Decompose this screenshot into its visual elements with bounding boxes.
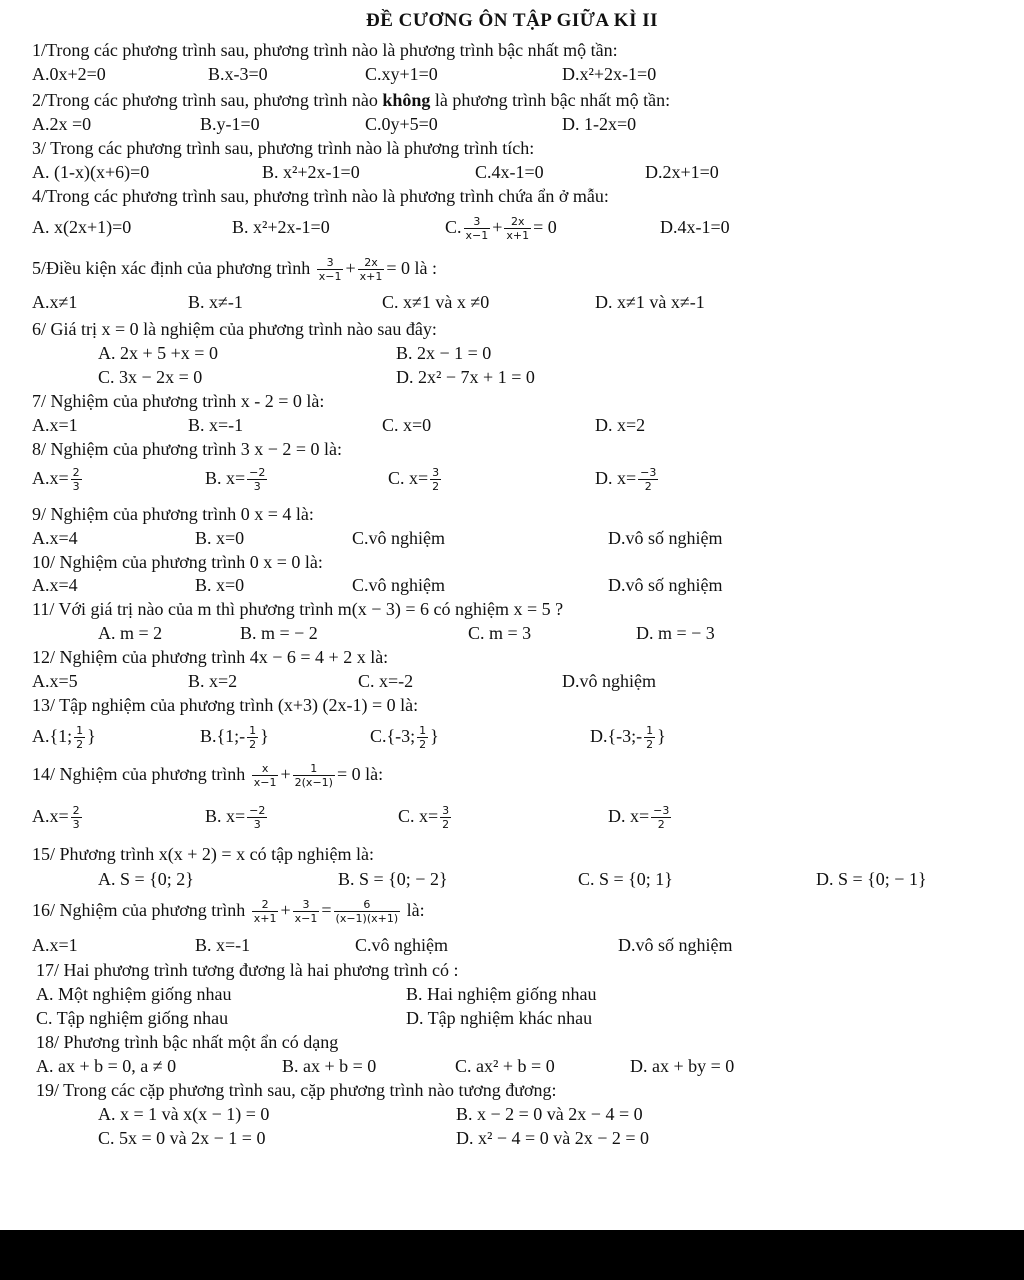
question-text: 4/Trong các phương trình sau, phương trình nào là phương trình chứa ẩn ở mẫu:	[32, 186, 609, 206]
option-a: A. (1-x)(x+6)=0	[32, 162, 150, 182]
fraction: $\frac{2}{3}$	[72, 466, 80, 494]
option-d: D.vô số nghiệm	[608, 528, 723, 548]
options-6-ab	[0, 341, 1024, 365]
fraction: $\frac{x}{x-1}$	[253, 762, 277, 790]
option-c: C. x=0	[382, 415, 432, 435]
option-b: B. x=-1	[195, 935, 251, 955]
question-17	[0, 958, 1024, 982]
options-19-cd	[0, 1126, 1024, 1150]
question-text: 5/Điều kiện xác định của phương trình $\frac{3}{x-1}$ + $\frac{2x}{x+1}$ = 0 là :	[32, 256, 437, 284]
fraction: $\frac{2}{x+1}$	[253, 898, 277, 926]
option-c: C.0y+5=0	[365, 114, 438, 134]
options-10	[0, 573, 1024, 597]
option-d: D.2x+1=0	[645, 162, 719, 182]
options-5	[0, 290, 1024, 314]
question-14	[0, 758, 1024, 790]
option-d: D.{-3;- $\frac{1}{2}$ }	[590, 724, 666, 752]
option-d: D. Tập nghiệm khác nhau	[406, 1008, 593, 1028]
option-b: B. ax + b = 0	[282, 1056, 377, 1076]
option-b: B. x= $\frac{-2}{3}$	[205, 466, 266, 494]
option-a: A.x=4	[32, 575, 78, 595]
bottom-black-bar	[0, 1230, 1024, 1280]
option-c: C. S = {0; 1}	[578, 869, 673, 889]
option-a: A. ax + b = 0, a ≠ 0	[36, 1056, 177, 1076]
option-a: A. x(2x+1)=0	[32, 217, 132, 237]
option-c: C. x≠1 và x ≠0	[382, 292, 490, 312]
fraction: $\frac{2x}{x+1}$	[506, 215, 530, 243]
option-b: B.x-3=0	[208, 64, 268, 84]
question-11	[0, 597, 1024, 621]
option-a: A.x=1	[32, 415, 78, 435]
option-c: C. 3x − 2x = 0	[98, 367, 203, 387]
option-c: C.vô nghiệm	[355, 935, 448, 955]
fraction: $\frac{1}{2}$	[249, 724, 257, 752]
question-text: 6/ Giá trị x = 0 là nghiệm của phương trình nào sau đây:	[32, 319, 437, 339]
options-16	[0, 933, 1024, 957]
question-text: 8/ Nghiệm của phương trình 3 x − 2 = 0 là:	[32, 439, 343, 459]
option-d: D.vô số nghiệm	[618, 935, 733, 955]
option-b: B. x=0	[195, 575, 245, 595]
options-7	[0, 413, 1024, 437]
option-a: A.x=4	[32, 528, 78, 548]
option-b: B. x= $\frac{-2}{3}$	[205, 804, 266, 832]
option-d: D. x= $\frac{-3}{2}$	[608, 804, 670, 832]
option-b: B.y-1=0	[200, 114, 260, 134]
fraction: $\frac{2}{3}$	[72, 804, 80, 832]
option-d: D. ax + by = 0	[630, 1056, 735, 1076]
fraction: $\frac{3}{x-1}$	[294, 898, 318, 926]
option-a: A.x= $\frac{2}{3}$	[32, 466, 80, 494]
option-a: A. S = {0; 2}	[98, 869, 194, 889]
fraction: $\frac{6}{(x-1)(x+1)}$	[335, 898, 399, 926]
option-b: B. x=0	[195, 528, 245, 548]
question-text: 15/ Phương trình x(x + 2) = x có tập nghiệm là:	[32, 844, 375, 864]
option-d: D. 2x² − 7x + 1 = 0	[396, 367, 535, 387]
option-d: D.4x-1=0	[660, 217, 730, 237]
option-b: B. x²+2x-1=0	[262, 162, 360, 182]
fraction: $\frac{3}{2}$	[432, 466, 440, 494]
fraction: $\frac{-2}{3}$	[249, 466, 266, 494]
option-d: D. 1-2x=0	[562, 114, 637, 134]
options-2	[0, 112, 1024, 136]
options-6-cd	[0, 365, 1024, 389]
option-d: D. x=2	[595, 415, 646, 435]
option-a: A.2x =0	[32, 114, 92, 134]
option-c: C. x= $\frac{3}{2}$	[398, 804, 450, 832]
option-a: A.x= $\frac{2}{3}$	[32, 804, 80, 832]
question-text: 14/ Nghiệm của phương trình $\frac{x}{x-1}$ + $\frac{1}{2(x-1)}$ = 0 là:	[32, 762, 384, 790]
option-d: D.vô nghiệm	[562, 671, 656, 691]
option-b: B. x=-1	[188, 415, 244, 435]
options-19-ab	[0, 1102, 1024, 1126]
option-c: C.xy+1=0	[365, 64, 438, 84]
options-18	[0, 1054, 1024, 1078]
option-a: A. 2x + 5 +x = 0	[98, 343, 218, 363]
question-9	[0, 502, 1024, 526]
question-5	[0, 252, 1024, 284]
question-1	[0, 38, 1024, 62]
fraction: $\frac{2x}{x+1}$	[359, 256, 383, 284]
option-c: C. $\frac{3}{x-1}$ + $\frac{2x}{x+1}$ = 0	[445, 215, 557, 243]
options-4	[0, 212, 1024, 242]
question-text: 9/ Nghiệm của phương trình 0 x = 4 là:	[32, 504, 314, 524]
question-18	[0, 1030, 1024, 1054]
option-c: C.4x-1=0	[475, 162, 544, 182]
option-c: C.vô nghiệm	[352, 528, 445, 548]
question-text: 19/ Trong các cặp phương trình sau, cặp phương trình nào tương đương:	[36, 1080, 557, 1100]
option-b: B. S = {0; − 2}	[338, 869, 448, 889]
fraction: $\frac{1}{2}$	[419, 724, 427, 752]
option-b: B. x²+2x-1=0	[232, 217, 330, 237]
option-a: A. Một nghiệm giống nhau	[36, 984, 232, 1004]
question-text: 17/ Hai phương trình tương đương là hai phương trình có :	[36, 960, 459, 980]
question-6	[0, 317, 1024, 341]
question-15	[0, 842, 1024, 866]
question-text: 12/ Nghiệm của phương trình 4x − 6 = 4 + 2 x là:	[32, 647, 389, 667]
question-text: 18/ Phương trình bậc nhất một ẩn có dạng	[36, 1032, 339, 1052]
options-17-ab	[0, 982, 1024, 1006]
options-3	[0, 160, 1024, 184]
option-a: A.x≠1	[32, 292, 78, 312]
question-text: 3/ Trong các phương trình sau, phương trình nào là phương trình tích:	[32, 138, 535, 158]
options-8	[0, 462, 1024, 494]
question-4	[0, 184, 1024, 208]
option-d: D. x≠1 và x≠-1	[595, 292, 705, 312]
fraction: $\frac{-3}{2}$	[640, 466, 657, 494]
fraction: $\frac{1}{2}$	[76, 724, 84, 752]
option-a: A. m = 2	[98, 623, 163, 643]
question-2	[0, 88, 1024, 112]
options-14	[0, 800, 1024, 832]
option-d: D. x² − 4 = 0 và 2x − 2 = 0	[456, 1128, 649, 1148]
options-15	[0, 867, 1024, 891]
option-d: D. m = − 3	[636, 623, 715, 643]
question-16	[0, 893, 1024, 927]
option-c: C. ax² + b = 0	[455, 1056, 555, 1076]
question-text: 11/ Với giá trị nào của m thì phương trình m(x − 3) = 6 có nghiệm x = 5 ?	[32, 599, 564, 619]
fraction: $\frac{1}{2}$	[646, 724, 654, 752]
option-b: B.{1;- $\frac{1}{2}$ }	[200, 724, 269, 752]
question-12	[0, 645, 1024, 669]
options-13	[0, 720, 1024, 752]
options-11	[0, 621, 1024, 645]
options-12	[0, 669, 1024, 693]
options-17-cd	[0, 1006, 1024, 1030]
option-c: C. m = 3	[468, 623, 532, 643]
options-1	[0, 62, 1024, 86]
option-d: D.x²+2x-1=0	[562, 64, 657, 84]
option-c: C. x=-2	[358, 671, 414, 691]
option-b: B. x=2	[188, 671, 238, 691]
question-10	[0, 550, 1024, 574]
options-9	[0, 526, 1024, 550]
option-c: C.{-3; $\frac{1}{2}$ }	[370, 724, 439, 752]
fraction: $\frac{3}{x-1}$	[318, 256, 342, 284]
question-13	[0, 693, 1024, 717]
question-text: 10/ Nghiệm của phương trình 0 x = 0 là:	[32, 552, 323, 572]
question-text: 16/ Nghiệm của phương trình $\frac{2}{x+1}$ + $\frac{3}{x-1}$ = $\frac{6}{(x-1)(x+1)}$ là:	[32, 898, 425, 926]
fraction: $\frac{-3}{2}$	[653, 804, 670, 832]
option-d: D.vô số nghiệm	[608, 575, 723, 595]
option-d: D. S = {0; − 1}	[816, 869, 927, 889]
fraction: $\frac{3}{x-1}$	[465, 215, 489, 243]
option-b: B. m = − 2	[240, 623, 318, 643]
option-b: B. x − 2 = 0 và 2x − 4 = 0	[456, 1104, 643, 1124]
option-a: A.{1; $\frac{1}{2}$ }	[32, 724, 96, 752]
question-text: 1/Trong các phương trình sau, phương trình nào là phương trình bậc nhất mộ tần:	[32, 40, 618, 60]
option-a: A.0x+2=0	[32, 64, 106, 84]
fraction: $\frac{1}{2(x-1)}$	[294, 762, 333, 790]
question-8	[0, 437, 1024, 461]
question-3	[0, 136, 1024, 160]
question-19	[0, 1078, 1024, 1102]
option-c: C. 5x = 0 và 2x − 1 = 0	[98, 1128, 266, 1148]
option-a: A. x = 1 và x(x − 1) = 0	[98, 1104, 270, 1124]
option-c: C. Tập nghiệm giống nhau	[36, 1008, 229, 1028]
option-d: D. x= $\frac{-3}{2}$	[595, 466, 657, 494]
question-7	[0, 389, 1024, 413]
question-text: 2/Trong các phương trình sau, phương trình nào không là phương trình bậc nhất mộ tần:	[32, 90, 671, 110]
fraction: $\frac{-2}{3}$	[249, 804, 266, 832]
question-text: 13/ Tập nghiệm của phương trình (x+3) (2x-1) = 0 là:	[32, 695, 419, 715]
option-b: B. Hai nghiệm giống nhau	[406, 984, 597, 1004]
option-a: A.x=5	[32, 671, 78, 691]
option-a: A.x=1	[32, 935, 78, 955]
question-text: 7/ Nghiệm của phương trình x - 2 = 0 là:	[32, 391, 325, 411]
fraction: $\frac{3}{2}$	[442, 804, 450, 832]
option-c: C. x= $\frac{3}{2}$	[388, 466, 440, 494]
option-c: C.vô nghiệm	[352, 575, 445, 595]
option-b: B. x≠-1	[188, 292, 243, 312]
page-title: ĐỀ CƯƠNG ÔN TẬP GIỮA KÌ II	[365, 10, 659, 31]
option-b: B. 2x − 1 = 0	[396, 343, 492, 363]
